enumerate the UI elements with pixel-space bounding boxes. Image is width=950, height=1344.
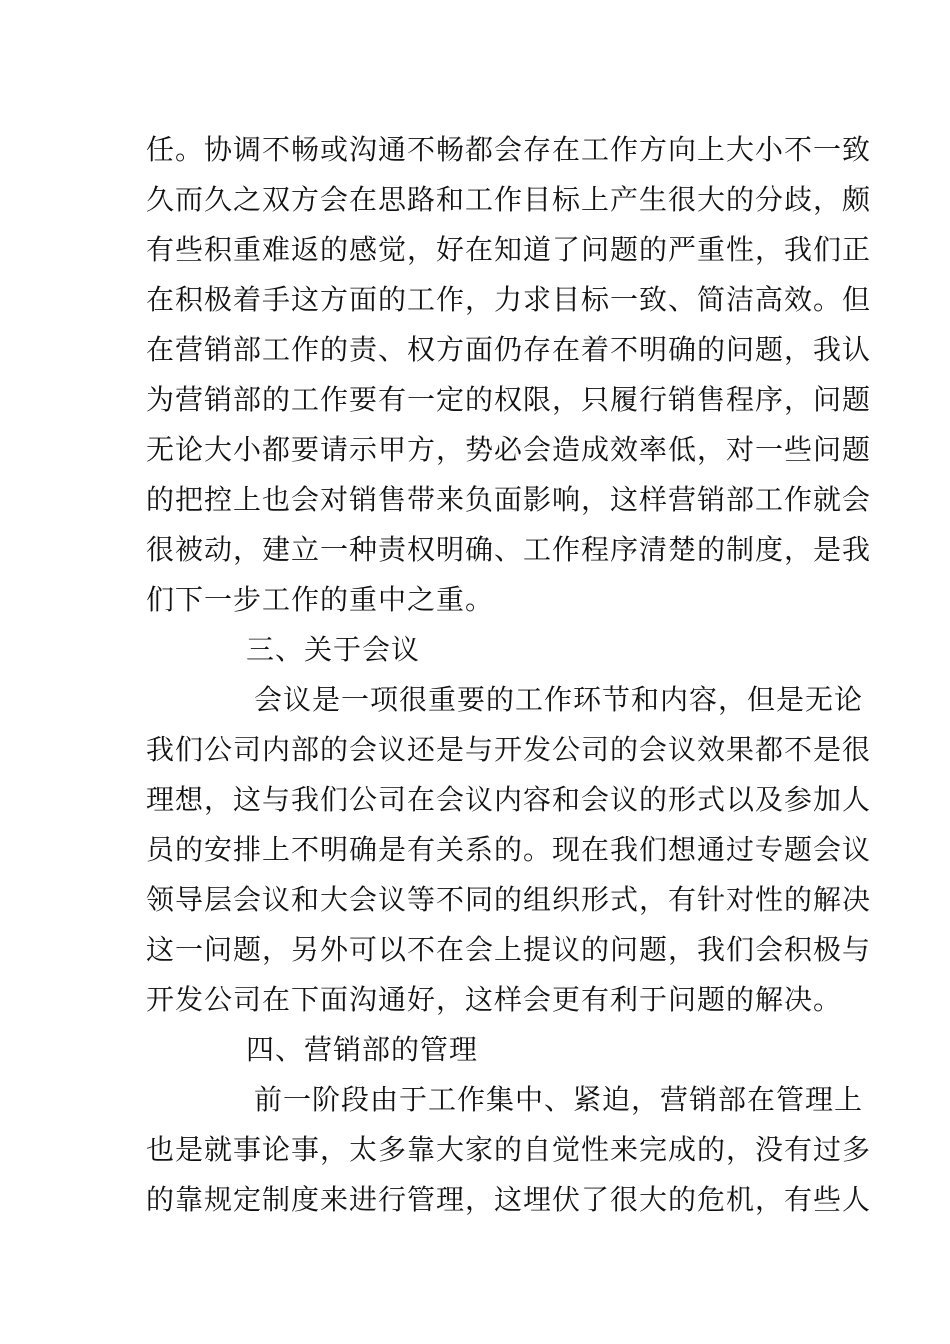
body-text-line: 的靠规定制度来进行管理，这埋伏了很大的危机，有些人 (146, 1183, 872, 1216)
body-text-line: 开发公司在下面沟通好，这样会更有利于问题的解决。 (146, 983, 843, 1016)
body-text-line: 也是就事论事，太多靠大家的自觉性来完成的，没有过多 (146, 1133, 872, 1166)
body-text-line: 为营销部的工作要有一定的权限，只履行销售程序，问题 (146, 383, 872, 416)
body-text-line: 领导层会议和大会议等不同的组织形式，有针对性的解决 (146, 883, 872, 916)
section-heading: 三、关于会议 (246, 633, 421, 666)
body-text-line: 任。协调不畅或沟通不畅都会存在工作方向上大小不一致 (146, 133, 872, 166)
body-text-line: 无论大小都要请示甲方，势必会造成效率低，对一些问题 (146, 433, 872, 466)
body-text-line: 久而久之双方会在思路和工作目标上产生很大的分歧，颇 (146, 183, 872, 216)
body-text-line: 会议是一项很重要的工作环节和内容，但是无论 (254, 683, 864, 716)
body-text-line: 在营销部工作的责、权方面仍存在着不明确的问题，我认 (146, 333, 872, 366)
body-text-line: 员的安排上不明确是有关系的。现在我们想通过专题会议 (146, 833, 872, 866)
body-text-line: 在积极着手这方面的工作，力求目标一致、简洁高效。但 (146, 283, 872, 316)
body-text-line: 们下一步工作的重中之重。 (146, 583, 495, 616)
body-text-line: 理想，这与我们公司在会议内容和会议的形式以及参加人 (146, 783, 872, 816)
body-text-line: 的把控上也会对销售带来负面影响，这样营销部工作就会 (146, 483, 872, 516)
body-text-line: 很被动，建立一种责权明确、工作程序清楚的制度，是我 (146, 533, 872, 566)
body-text-line: 我们公司内部的会议还是与开发公司的会议效果都不是很 (146, 733, 872, 766)
body-text-line: 前一阶段由于工作集中、紧迫，营销部在管理上 (254, 1083, 864, 1116)
body-text-line: 有些积重难返的感觉，好在知道了问题的严重性，我们正 (146, 233, 872, 266)
section-heading: 四、营销部的管理 (246, 1033, 479, 1066)
body-text-line: 这一问题，另外可以不在会上提议的问题，我们会积极与 (146, 933, 872, 966)
